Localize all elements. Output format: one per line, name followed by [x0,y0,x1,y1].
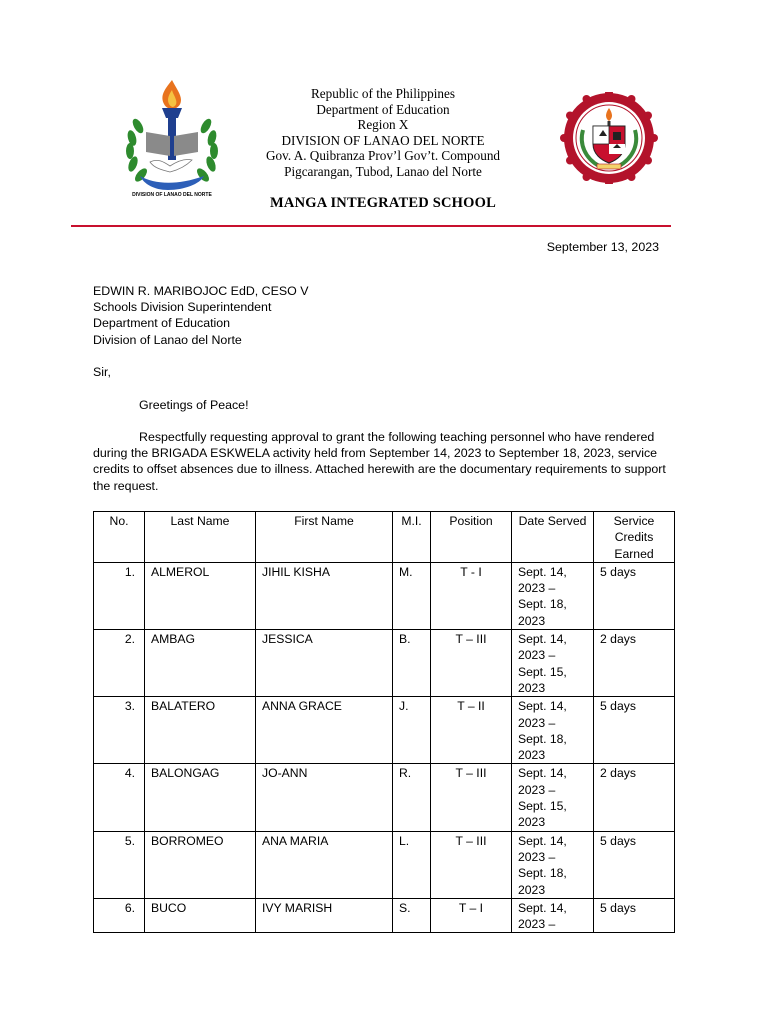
cell-no: 1. [94,562,145,629]
cell-mi: S. [393,898,431,933]
header-date-served: Date Served [512,512,594,563]
cell-no: 4. [94,764,145,831]
cell-last-name: ALMEROL [145,562,256,629]
salutation: Sir, [93,365,111,379]
cell-credits: 5 days [594,831,675,898]
cell-credits: 2 days [594,764,675,831]
cell-no: 3. [94,697,145,764]
personnel-table [93,511,675,933]
table-header-row [94,512,675,563]
table-row [94,831,675,898]
cell-last-name: BUCO [145,898,256,933]
division-logo-label: DIVISION OF LANAO DEL NORTE [132,192,212,198]
cell-credits: 5 days [594,562,675,629]
cell-date-served: Sept. 14, 2023 – [512,898,594,933]
cell-credits: 2 days [594,630,675,697]
cell-last-name: BALATERO [145,697,256,764]
table-row [94,764,675,831]
cell-no: 2. [94,630,145,697]
cell-first-name: JESSICA [256,630,393,697]
letterhead-address: Pigcarangan, Tubod, Lanao del Norte [284,163,482,179]
cell-first-name: JO-ANN [256,764,393,831]
cell-no: 5. [94,831,145,898]
recipient-name: EDWIN R. MARIBOJOC EdD, CESO V [93,284,309,298]
cell-credits: 5 days [594,697,675,764]
division-logo-icon [120,74,224,204]
cell-first-name: IVY MARISH [256,898,393,933]
cell-first-name: ANA MARIA [256,831,393,898]
letterhead [230,86,536,180]
letterhead-region: Region X [357,117,409,133]
header-last-name: Last Name [145,512,256,563]
cell-position: T – III [431,764,512,831]
cell-position: T – III [431,831,512,898]
cell-mi: M. [393,562,431,629]
cell-date-served: Sept. 14, 2023 – Sept. 18, 2023 [512,831,594,898]
header-mi: M.I. [393,512,431,563]
cell-mi: J. [393,697,431,764]
cell-mi: L. [393,831,431,898]
school-name: MANGA INTEGRATED SCHOOL [270,195,496,211]
cell-position: T - I [431,562,512,629]
header-divider [71,225,671,227]
table-row [94,630,675,697]
cell-mi: B. [393,630,431,697]
cell-position: T – II [431,697,512,764]
recipient-department: Department of Education [93,316,231,331]
recipient-title: Schools Division Superintendent [93,300,272,315]
cell-mi: R. [393,764,431,831]
recipient-division: Division of Lanao del Norte [93,332,242,347]
cell-last-name: AMBAG [145,630,256,697]
header-no: No. [94,512,145,563]
cell-last-name: BALONGAG [145,764,256,831]
cell-position: T – III [431,630,512,697]
header-credits: Service Credits Earned [594,512,675,563]
cell-date-served: Sept. 14, 2023 – Sept. 15, 2023 [512,630,594,697]
letterhead-division: DIVISION OF LANAO DEL NORTE [281,132,485,148]
cell-date-served: Sept. 14, 2023 – Sept. 18, 2023 [512,697,594,764]
cell-last-name: BORROMEO [145,831,256,898]
header-first-name: First Name [256,512,393,563]
cell-credits: 5 days [594,898,675,933]
cell-no: 6. [94,898,145,933]
table-row [94,898,675,933]
cell-date-served: Sept. 14, 2023 – Sept. 15, 2023 [512,764,594,831]
letterhead-country: Republic of the Philippines [311,86,455,101]
header-position: Position [431,512,512,563]
recipient-block [93,283,309,348]
cell-position: T – I [431,898,512,933]
table-row [94,562,675,629]
letter-date: September 13, 2023 [546,240,659,254]
cell-first-name: ANNA GRACE [256,697,393,764]
letterhead-compound: Gov. A. Quibranza Prov’l Gov’t. Compound [265,148,501,164]
body-paragraph: Respectfully requesting approval to grant the following teaching personnel who have rendered during the BRIGADA ESKWELA activity held from September 14, 2023 to September 18, 2023, service credits to offset absences due to illness. Attached herewith are the documentary requirements to support the request. [93,430,666,493]
letterhead-department: Department of Education [316,101,450,117]
cell-date-served: Sept. 14, 2023 – Sept. 18, 2023 [512,562,594,629]
cell-first-name: JIHIL KISHA [256,562,393,629]
greeting: Greetings of Peace! [139,398,249,412]
school-seal-icon [556,92,662,184]
table-row [94,697,675,764]
